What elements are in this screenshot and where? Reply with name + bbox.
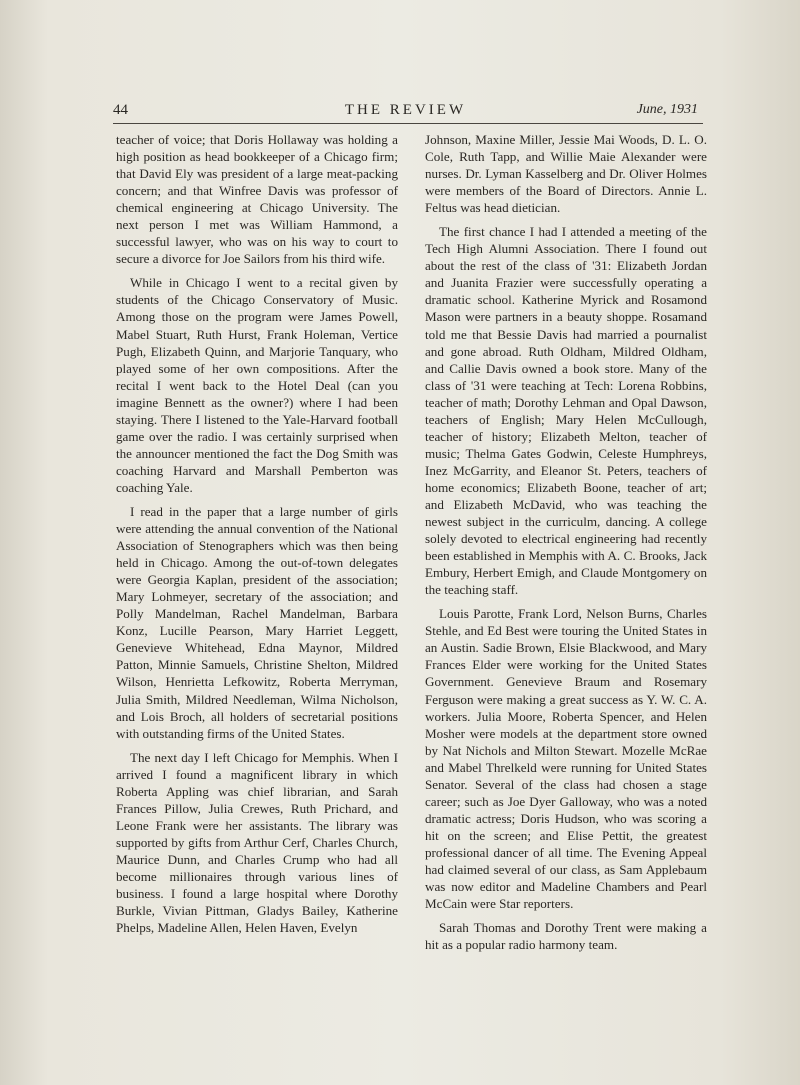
left-column [116,131,398,943]
paragraph: I read in the paper that a large number of girls were attending the annual convention of the National Association of Stenographers which was then being held in Chicago. Among the out-of-town delegates were Georgia Kaplan, president of the association; Mary Lohmeyer, secretary of the association; and Polly Mandelman, Rachel Mandelman, Barbara Konz, Lucille Pearson, Mary Harriet Leggett, Genevieve Whitehead, Edna Maynor, Mildred Patton, Minnie Samuels, Christine Shelton, Mildred Wilson, Henrietta Lefkowitz, Roberta Merryman, Julia Smith, Mildred Needleman, Wilma Nicholson, and Lois Broch, all holders of secretarial positions with outstanding firms of the United States. [116,503,398,741]
header-rule [113,123,703,124]
paragraph: Louis Parotte, Frank Lord, Nelson Burns, Charles Stehle, and Ed Best were touring the United States in an Austin. Sadie Brown, Elsie Blackwood, and Mary Frances Elder were working for the United States Government. Genevieve Braum and Rosemary Ferguson were making a great success as Y. W. C. A. workers. Julia Moore, Roberta Spencer, and Helen Mosher were models at the department store owned by Nat Nichols and Milton Stewart. Mozelle McRae and Mabel Threlkeld were running for United States Senator. Several of the class had chosen a stage career; such as Joe Dyer Galloway, who was a noted dramatic actress; Doris Hudson, who was scoring a hit on the screen; and Elise Pettit, the greatest professional dancer of all time. The Evening Appeal had claimed several of our class, as Sam Applebaum was now editor and Madeline Chambers and Pearl McCain were Star reporters. [425,606,707,912]
right-column [425,131,707,960]
page-number: 44 [113,102,128,118]
paragraph: Sarah Thomas and Dorothy Trent were making a hit as a popular radio harmony team. [425,920,707,953]
publication-title: THE REVIEW [344,102,467,118]
issue-date: June, 1931 [636,102,698,117]
paragraph: While in Chicago I went to a recital given by students of the Chicago Conservatory of Music. Among those on the program were James Powell, Mabel Stuart, Ruth Hurst, Frank Holeman, Vertice Pugh, Elizabeth Quinn, and Marjorie Tanquary, who played some of her own compositions. After the recital I went back to the Hotel Deal (can you imagine Bennett as the owner?) where I had been staying. There I listened to the Yale-Harvard football game over the radio. I was certainly surprised when the announcer mentioned the fact the Dog Smith was coaching Harvard and Marshall Pemberton was coaching Yale. [116,275,398,495]
paragraph: The next day I left Chicago for Memphis. When I arrived I found a magnificent library in which Roberta Appling was chief librarian, and Sarah Frances Pillow, Julia Crewes, Ruth Prichard, and Leone Frank were her assistants. The library was supported by gifts from Arthur Cerf, Charles Church, Maurice Dunn, and Charles Crump who had all become millionaires through various lines of business. I found a large hospital where Dorothy Burkle, Vivian Pittman, Gladys Bailey, Katherine Phelps, Madeline Allen, Helen Haven, Evelyn [116,749,398,936]
paragraph: Johnson, Maxine Miller, Jessie Mai Woods, D. L. O. Cole, Ruth Tapp, and Willie Maie Alexander were nurses. Dr. Lyman Kasselberg and Dr. Oliver Holmes were members of the Board of Directors. Annie L. Feltus was head dietician. [425,132,707,216]
page-header [113,102,698,124]
paragraph: teacher of voice; that Doris Hollaway was holding a high position as head bookkeeper of a Chicago firm; that David Ely was president of a large meat-packing concern; and that Winfree Davis was professor of chemical engineering at Chicago University. The next person I met was William Hammond, a successful lawyer, who was on his way to court to secure a divorce for Joe Sailors from his third wife. [116,132,398,267]
paragraph: The first chance I had I attended a meeting of the Tech High Alumni Association. There I found out about the rest of the class of '31: Elizabeth Jordan and Juanita Frazier were successfully operating a dramatic school. Katherine Myrick and Rosamond Mason were partners in a beauty shoppe. Rosamand told me that Bessie Davis had married a pournalist and gone abroad. Ruth Oldham, Mildred Oldham, and Callie Davis owned a book store. Many of the class of '31 were teaching at Tech: Lorena Robbins, teacher of math; Dorothy Lehman and Opal Dawson, teachers of English; Mary Helen McCullough, teacher of history; Elizabeth Melton, teacher of music; Thelma Gates Godwin, Celeste Humphreys, Inez McGarrity, and Eleanor St. Peters, teachers of home economics; Elizabeth Boone, teacher of art; and Elizabeth McDavid, who was teaching the newest subject in the curriculm, dancing. A college solely devoted to electrical engineering had recently been established in Memphis with A. C. Brooks, Jack Embury, Herbert Emigh, and Claude Montgomery on the teaching staff. [425,224,707,598]
